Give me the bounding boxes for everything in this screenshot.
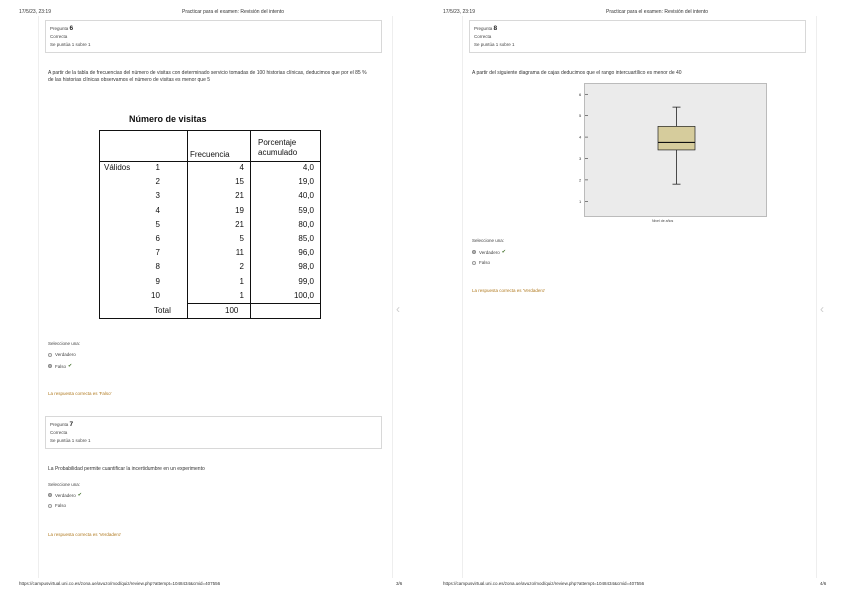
question-status: Correcta [50, 34, 68, 39]
option-true[interactable]: Verdadero ✔ [48, 492, 82, 498]
header-title: Practicar para el examen: Revisión del intento [606, 9, 708, 15]
correct-answer: La respuesta correcta es 'Falso' [48, 391, 112, 396]
header-date: 17/5/23, 23:19 [19, 9, 51, 15]
question-points: Se puntúa 1 sobre 1 [50, 438, 91, 443]
row-value: 6 [155, 234, 160, 243]
check-icon: ✔ [501, 249, 506, 255]
col-header-frequency: Frecuencia [190, 150, 230, 159]
select-one-label: Seleccione una: [48, 482, 81, 487]
question-6-text: A partir de la tabla de frecuencias del número de visitas con determinado servicio tomadas de 100 historias clínicas, deducimos que por el 85 % de las historias clínicas observamos el número de visitas es menor que 5 [48, 70, 367, 83]
row-value: 1 [155, 163, 160, 172]
footer-page-number: 3/6 [396, 581, 403, 586]
select-one-label: Seleccione una: [472, 238, 505, 243]
footer-url: https://campusvirtual.uni.co.es/zona.ue/avuzo/mod/quiz/review.php?attempt=1048434&cmid=407556 [19, 581, 221, 586]
y-tick-label: 6 [579, 91, 582, 97]
row-label-total: Total [154, 306, 171, 315]
row-cumulative-pct: 100,0 [293, 290, 314, 300]
x-axis-label: Nivel de años [652, 219, 674, 223]
radio-button[interactable] [48, 504, 52, 508]
row-frequency: 1 [239, 290, 244, 300]
y-tick-label: 3 [579, 155, 582, 161]
boxplot-chart [579, 83, 767, 217]
quiz-content [38, 16, 393, 578]
row-value: 2 [155, 177, 160, 187]
header-date: 17/5/23, 23:19 [443, 9, 475, 15]
quiz-content [462, 16, 817, 578]
row-cumulative-pct: 98,0 [298, 262, 314, 272]
row-cumulative-pct: 4,0 [302, 163, 314, 172]
option-false[interactable]: Falso [472, 260, 490, 265]
row-cumulative-pct: 99,0 [298, 276, 314, 286]
iqr-box [658, 126, 695, 150]
row-frequency: 15 [235, 177, 244, 187]
option-false[interactable]: Falso ✔ [48, 363, 72, 369]
correct-answer: La respuesta correcta es 'Verdadero' [472, 288, 546, 293]
row-frequency: 19 [235, 205, 244, 215]
row-value: 3 [155, 191, 160, 201]
row-value: 4 [155, 205, 160, 215]
row-frequency: 4 [239, 163, 244, 172]
y-tick-label: 2 [579, 177, 582, 183]
option-true[interactable]: Verdadero ✔ [472, 249, 506, 255]
row-value: 5 [155, 219, 160, 229]
frequency-table [99, 130, 321, 319]
select-one-label: Seleccione una: [48, 341, 81, 346]
check-icon: ✔ [68, 363, 73, 369]
radio-button-selected[interactable] [48, 493, 52, 497]
row-frequency: 21 [235, 219, 244, 229]
check-icon: ✔ [77, 492, 82, 498]
question-points: Se puntúa 1 sobre 1 [474, 42, 515, 47]
row-label-valid: Válidos [104, 163, 131, 172]
row-frequency: 5 [239, 234, 244, 243]
chevron-left-icon[interactable]: ‹ [396, 302, 400, 316]
row-cumulative-pct: 40,0 [298, 191, 314, 201]
radio-button[interactable] [472, 261, 476, 265]
col-header-cumulative: Porcentaje acumulado [258, 138, 298, 157]
question-number: Pregunta 7 [50, 421, 74, 428]
row-frequency: 2 [239, 262, 244, 272]
y-tick-label: 1 [579, 198, 582, 204]
y-tick-label: 5 [579, 113, 582, 119]
question-status: Correcta [50, 430, 68, 435]
row-cumulative-pct: 19,0 [298, 177, 314, 187]
row-frequency: 11 [235, 248, 244, 258]
row-cumulative-pct: 80,0 [298, 219, 314, 229]
question-6-info [45, 20, 382, 53]
row-cumulative-pct: 96,0 [298, 248, 314, 258]
table-title: Número de visitas [129, 114, 207, 124]
header-title: Practicar para el examen: Revisión del intento [182, 9, 284, 15]
row-value: 9 [155, 276, 160, 286]
row-frequency: 21 [235, 191, 244, 201]
footer-page-number: 4/6 [820, 581, 827, 586]
chevron-left-icon[interactable]: ‹ [820, 302, 824, 316]
question-7-info [45, 416, 382, 449]
radio-button[interactable] [48, 353, 52, 357]
correct-answer: La respuesta correcta es 'Verdadero' [48, 532, 122, 537]
question-number: Pregunta 8 [474, 25, 498, 32]
question-7-text: La Probabilidad permite cuantificar la incertidumbre en un experimento [48, 466, 205, 472]
question-8-text: A partir del siguiente diagrama de cajas deducimos que el rango intercuartílico es menor de 40 [472, 70, 682, 76]
row-cumulative-pct: 59,0 [298, 205, 314, 215]
y-tick-label: 4 [579, 134, 582, 140]
option-true[interactable]: Verdadero [48, 352, 76, 357]
row-value: 10 [151, 290, 160, 300]
question-points: Se puntúa 1 sobre 1 [50, 42, 91, 47]
question-8-info [469, 20, 806, 53]
radio-button-selected[interactable] [472, 250, 476, 254]
row-frequency: 1 [239, 276, 244, 286]
question-number: Pregunta 6 [50, 25, 74, 32]
total-frequency: 100 [225, 306, 239, 315]
footer-url: https://campusvirtual.uni.co.es/zona.ue/avuzo/mod/quiz/review.php?attempt=1048434&cmid=407556 [443, 581, 645, 586]
page-4 [424, 0, 848, 599]
question-status: Correcta [474, 34, 492, 39]
row-cumulative-pct: 85,0 [298, 234, 314, 243]
radio-button-selected[interactable] [48, 364, 52, 368]
row-value: 8 [155, 262, 160, 272]
row-value: 7 [155, 248, 160, 258]
boxplot-svg [579, 84, 768, 218]
option-false[interactable]: Falso [48, 503, 66, 508]
